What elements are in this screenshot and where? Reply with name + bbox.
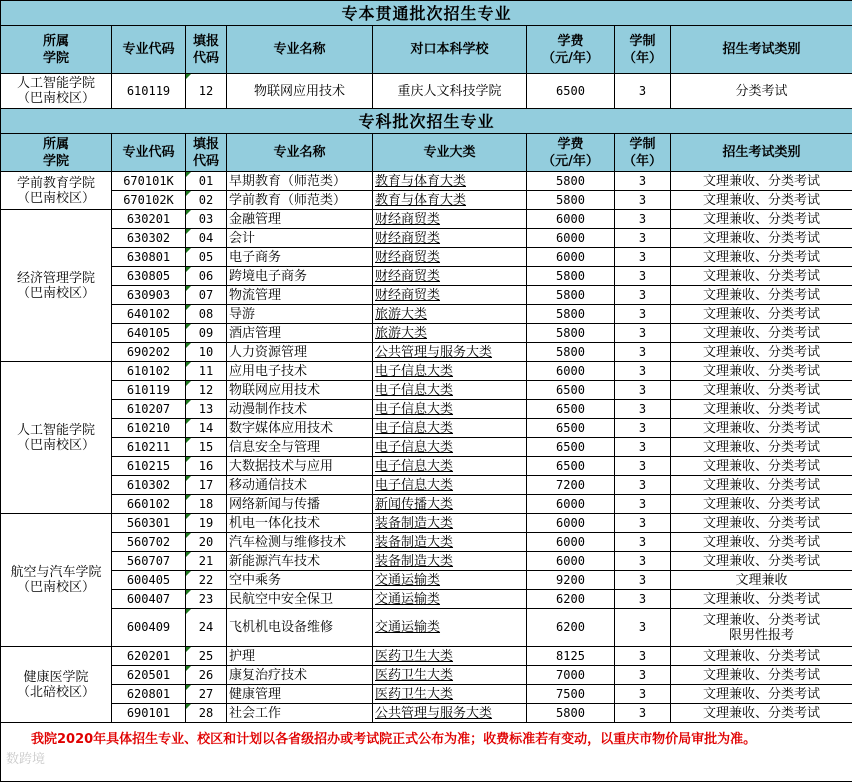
code-cell: 630903 — [112, 286, 186, 305]
fee-cell: 5800 — [527, 172, 615, 191]
table-row — [1, 229, 852, 248]
table-row — [1, 419, 852, 438]
fee-cell: 5800 — [527, 191, 615, 210]
fill-code-cell: 01 — [186, 172, 227, 191]
code-cell: 620201 — [112, 647, 186, 666]
school-cell: 重庆人文科技学院 — [373, 74, 527, 109]
name-cell: 护理 — [227, 647, 373, 666]
table-row — [1, 286, 852, 305]
fee-cell: 7500 — [527, 685, 615, 704]
category-cell: 医药卫生大类 — [373, 685, 527, 704]
fill-code-cell: 10 — [186, 343, 227, 362]
fill-code-cell: 25 — [186, 647, 227, 666]
category-cell: 电子信息大类 — [373, 362, 527, 381]
college-cell: 学前教育学院 （巴南校区） — [1, 172, 112, 210]
header-exam: 招生考试类别 — [671, 26, 852, 74]
code-cell: 600405 — [112, 571, 186, 590]
category-cell: 装备制造大类 — [373, 552, 527, 571]
years-cell: 3 — [615, 590, 671, 609]
years-cell: 3 — [615, 552, 671, 571]
years-cell: 3 — [615, 685, 671, 704]
years-cell: 3 — [615, 419, 671, 438]
exam-cell: 文理兼收、分类考试 — [671, 286, 852, 305]
years-cell: 3 — [615, 305, 671, 324]
code-cell: 620801 — [112, 685, 186, 704]
name-cell: 健康管理 — [227, 685, 373, 704]
fill-code-cell: 22 — [186, 571, 227, 590]
code-cell: 610119 — [112, 74, 186, 109]
section2-title: 专科批次招生专业 — [1, 109, 852, 134]
fee-cell: 6200 — [527, 590, 615, 609]
header-code: 专业代码 — [112, 26, 186, 74]
category-cell: 公共管理与服务大类 — [373, 343, 527, 362]
code-cell: 610302 — [112, 476, 186, 495]
code-cell: 630805 — [112, 267, 186, 286]
fee-cell: 6000 — [527, 248, 615, 267]
table-row — [1, 457, 852, 476]
table-row — [1, 267, 852, 286]
code-cell: 640105 — [112, 324, 186, 343]
table-row — [1, 343, 852, 362]
exam-cell: 文理兼收、分类考试 — [671, 381, 852, 400]
header-name: 专业名称 — [227, 134, 373, 172]
code-cell: 560707 — [112, 552, 186, 571]
years-cell: 3 — [615, 324, 671, 343]
exam-cell: 文理兼收 — [671, 571, 852, 590]
fee-cell: 5800 — [527, 704, 615, 723]
exam-cell: 文理兼收、分类考试 — [671, 476, 852, 495]
category-cell: 新闻传播大类 — [373, 495, 527, 514]
category-cell: 交通运输类 — [373, 590, 527, 609]
college-cell: 健康医学院 （北碚校区） — [1, 647, 112, 723]
code-cell: 690101 — [112, 704, 186, 723]
fill-code-cell: 14 — [186, 419, 227, 438]
table-row — [1, 533, 852, 552]
code-cell: 670102K — [112, 191, 186, 210]
header-years: 学制 （年） — [615, 134, 671, 172]
years-cell: 3 — [615, 495, 671, 514]
category-cell: 旅游大类 — [373, 305, 527, 324]
fee-cell: 6500 — [527, 419, 615, 438]
years-cell: 3 — [615, 647, 671, 666]
fill-code-cell: 09 — [186, 324, 227, 343]
code-cell: 660102 — [112, 495, 186, 514]
header-fee: 学费 （元/年） — [527, 134, 615, 172]
code-cell: 560301 — [112, 514, 186, 533]
exam-cell: 文理兼收、分类考试 — [671, 495, 852, 514]
code-cell: 610215 — [112, 457, 186, 476]
name-cell: 信息安全与管理 — [227, 438, 373, 457]
exam-cell: 文理兼收、分类考试 — [671, 552, 852, 571]
name-cell: 动漫制作技术 — [227, 400, 373, 419]
exam-cell: 文理兼收、分类考试 — [671, 267, 852, 286]
exam-cell: 文理兼收、分类考试 — [671, 514, 852, 533]
table-row — [1, 666, 852, 685]
category-cell: 电子信息大类 — [373, 381, 527, 400]
fee-cell: 6500 — [527, 74, 615, 109]
fee-cell: 6500 — [527, 438, 615, 457]
fee-cell: 5800 — [527, 267, 615, 286]
header-fee: 学费 （元/年） — [527, 26, 615, 74]
name-cell: 新能源汽车技术 — [227, 552, 373, 571]
footnote: 我院2020年具体招生专业、校区和计划以各省级招办或考试院正式公布为准；收费标准若有变动，以重庆市物价局审批为准。 — [1, 723, 852, 782]
fill-code-cell: 15 — [186, 438, 227, 457]
name-cell: 民航空中安全保卫 — [227, 590, 373, 609]
fill-code-cell: 12 — [186, 381, 227, 400]
table-row — [1, 495, 852, 514]
code-cell: 610207 — [112, 400, 186, 419]
years-cell: 3 — [615, 704, 671, 723]
category-cell: 财经商贸类 — [373, 229, 527, 248]
code-cell: 600407 — [112, 590, 186, 609]
name-cell: 康复治疗技术 — [227, 666, 373, 685]
fee-cell: 6000 — [527, 229, 615, 248]
table-row — [1, 438, 852, 457]
table-row — [1, 248, 852, 267]
category-cell: 财经商贸类 — [373, 210, 527, 229]
category-cell: 财经商贸类 — [373, 286, 527, 305]
header-years: 学制 （年） — [615, 26, 671, 74]
years-cell: 3 — [615, 286, 671, 305]
years-cell: 3 — [615, 362, 671, 381]
exam-cell: 文理兼收、分类考试 — [671, 704, 852, 723]
years-cell: 3 — [615, 229, 671, 248]
code-cell: 610210 — [112, 419, 186, 438]
table-row — [1, 381, 852, 400]
fill-code-cell: 08 — [186, 305, 227, 324]
category-cell: 交通运输类 — [373, 609, 527, 647]
fee-cell: 6500 — [527, 381, 615, 400]
code-cell: 610119 — [112, 381, 186, 400]
fill-code-cell: 26 — [186, 666, 227, 685]
name-cell: 机电一体化技术 — [227, 514, 373, 533]
category-cell: 电子信息大类 — [373, 457, 527, 476]
exam-cell: 文理兼收、分类考试 限男性报考 — [671, 609, 852, 647]
name-cell: 早期教育（师范类） — [227, 172, 373, 191]
name-cell: 金融管理 — [227, 210, 373, 229]
table-row — [1, 647, 852, 666]
name-cell: 跨境电子商务 — [227, 267, 373, 286]
name-cell: 物流管理 — [227, 286, 373, 305]
fee-cell: 6200 — [527, 609, 615, 647]
table-row — [1, 74, 852, 109]
category-cell: 电子信息大类 — [373, 476, 527, 495]
years-cell: 3 — [615, 172, 671, 191]
code-cell: 690202 — [112, 343, 186, 362]
table-row — [1, 400, 852, 419]
fee-cell: 6000 — [527, 495, 615, 514]
category-cell: 财经商贸类 — [373, 267, 527, 286]
name-cell: 物联网应用技术 — [227, 381, 373, 400]
fill-code-cell: 05 — [186, 248, 227, 267]
exam-cell: 文理兼收、分类考试 — [671, 229, 852, 248]
table-row — [1, 210, 852, 229]
fill-code-cell: 17 — [186, 476, 227, 495]
name-cell: 汽车检测与维修技术 — [227, 533, 373, 552]
name-cell: 飞机机电设备维修 — [227, 609, 373, 647]
name-cell: 移动通信技术 — [227, 476, 373, 495]
years-cell: 3 — [615, 514, 671, 533]
category-cell: 医药卫生大类 — [373, 647, 527, 666]
fee-cell: 6000 — [527, 514, 615, 533]
exam-cell: 文理兼收、分类考试 — [671, 305, 852, 324]
code-cell: 630201 — [112, 210, 186, 229]
header-name: 专业名称 — [227, 26, 373, 74]
exam-cell: 文理兼收、分类考试 — [671, 343, 852, 362]
name-cell: 导游 — [227, 305, 373, 324]
code-cell: 670101K — [112, 172, 186, 191]
years-cell: 3 — [615, 438, 671, 457]
exam-cell: 文理兼收、分类考试 — [671, 400, 852, 419]
exam-cell: 文理兼收、分类考试 — [671, 457, 852, 476]
fee-cell: 6500 — [527, 400, 615, 419]
name-cell: 电子商务 — [227, 248, 373, 267]
exam-cell: 文理兼收、分类考试 — [671, 248, 852, 267]
fill-code-cell: 12 — [186, 74, 227, 109]
fee-cell: 7200 — [527, 476, 615, 495]
code-cell: 610211 — [112, 438, 186, 457]
fee-cell: 5800 — [527, 305, 615, 324]
fee-cell: 5800 — [527, 286, 615, 305]
category-cell: 财经商贸类 — [373, 248, 527, 267]
college-cell: 航空与汽车学院 （巴南校区） — [1, 514, 112, 647]
years-cell: 3 — [615, 457, 671, 476]
years-cell: 3 — [615, 191, 671, 210]
fill-code-cell: 03 — [186, 210, 227, 229]
header-category: 专业大类 — [373, 134, 527, 172]
fill-code-cell: 07 — [186, 286, 227, 305]
fee-cell: 6000 — [527, 362, 615, 381]
fill-code-cell: 18 — [186, 495, 227, 514]
fill-code-cell: 06 — [186, 267, 227, 286]
table-row — [1, 685, 852, 704]
table-row — [1, 476, 852, 495]
exam-cell: 文理兼收、分类考试 — [671, 685, 852, 704]
category-cell: 旅游大类 — [373, 324, 527, 343]
fee-cell: 5800 — [527, 343, 615, 362]
fee-cell: 5800 — [527, 324, 615, 343]
fill-code-cell: 27 — [186, 685, 227, 704]
fee-cell: 6500 — [527, 457, 615, 476]
code-cell: 640102 — [112, 305, 186, 324]
years-cell: 3 — [615, 533, 671, 552]
years-cell: 3 — [615, 400, 671, 419]
code-cell: 630302 — [112, 229, 186, 248]
years-cell: 3 — [615, 476, 671, 495]
table-row — [1, 609, 852, 647]
exam-cell: 文理兼收、分类考试 — [671, 419, 852, 438]
years-cell: 3 — [615, 210, 671, 229]
name-cell: 社会工作 — [227, 704, 373, 723]
exam-cell: 文理兼收、分类考试 — [671, 210, 852, 229]
college-cell: 人工智能学院 （巴南校区） — [1, 74, 112, 109]
category-cell: 公共管理与服务大类 — [373, 704, 527, 723]
header-school: 对口本科学校 — [373, 26, 527, 74]
table-row — [1, 571, 852, 590]
exam-cell: 文理兼收、分类考试 — [671, 666, 852, 685]
name-cell: 应用电子技术 — [227, 362, 373, 381]
college-cell: 人工智能学院 （巴南校区） — [1, 362, 112, 514]
years-cell: 3 — [615, 609, 671, 647]
category-cell: 电子信息大类 — [373, 400, 527, 419]
fee-cell: 7000 — [527, 666, 615, 685]
years-cell: 3 — [615, 571, 671, 590]
table-row — [1, 191, 852, 210]
table-row — [1, 704, 852, 723]
fee-cell: 6000 — [527, 533, 615, 552]
category-cell: 教育与体育大类 — [373, 191, 527, 210]
years-cell: 3 — [615, 381, 671, 400]
name-cell: 网络新闻与传播 — [227, 495, 373, 514]
name-cell: 学前教育（师范类） — [227, 191, 373, 210]
exam-cell: 文理兼收、分类考试 — [671, 590, 852, 609]
table-row — [1, 172, 852, 191]
name-cell: 人力资源管理 — [227, 343, 373, 362]
fill-code-cell: 24 — [186, 609, 227, 647]
header-college: 所属 学院 — [1, 26, 112, 74]
name-cell: 酒店管理 — [227, 324, 373, 343]
table-row — [1, 514, 852, 533]
exam-cell: 文理兼收、分类考试 — [671, 324, 852, 343]
code-cell: 600409 — [112, 609, 186, 647]
watermark: 数跨境 — [6, 748, 45, 767]
category-cell: 交通运输类 — [373, 571, 527, 590]
fill-code-cell: 28 — [186, 704, 227, 723]
exam-cell: 分类考试 — [671, 74, 852, 109]
college-cell: 经济管理学院 （巴南校区） — [1, 210, 112, 362]
years-cell: 3 — [615, 267, 671, 286]
category-cell: 医药卫生大类 — [373, 666, 527, 685]
category-cell: 装备制造大类 — [373, 533, 527, 552]
code-cell: 620501 — [112, 666, 186, 685]
exam-cell: 文理兼收、分类考试 — [671, 533, 852, 552]
name-cell: 物联网应用技术 — [227, 74, 373, 109]
header-college: 所属 学院 — [1, 134, 112, 172]
category-cell: 装备制造大类 — [373, 514, 527, 533]
header-code: 专业代码 — [112, 134, 186, 172]
exam-cell: 文理兼收、分类考试 — [671, 362, 852, 381]
fill-code-cell: 16 — [186, 457, 227, 476]
years-cell: 3 — [615, 248, 671, 267]
category-cell: 电子信息大类 — [373, 438, 527, 457]
years-cell: 3 — [615, 74, 671, 109]
fee-cell: 6000 — [527, 210, 615, 229]
fill-code-cell: 20 — [186, 533, 227, 552]
name-cell: 空中乘务 — [227, 571, 373, 590]
code-cell: 630801 — [112, 248, 186, 267]
fill-code-cell: 13 — [186, 400, 227, 419]
years-cell: 3 — [615, 666, 671, 685]
fee-cell: 8125 — [527, 647, 615, 666]
exam-cell: 文理兼收、分类考试 — [671, 647, 852, 666]
fill-code-cell: 02 — [186, 191, 227, 210]
header-exam: 招生考试类别 — [671, 134, 852, 172]
name-cell: 会计 — [227, 229, 373, 248]
table-row — [1, 590, 852, 609]
category-cell: 电子信息大类 — [373, 419, 527, 438]
table-row — [1, 552, 852, 571]
fill-code-cell: 11 — [186, 362, 227, 381]
code-cell: 610102 — [112, 362, 186, 381]
exam-cell: 文理兼收、分类考试 — [671, 191, 852, 210]
exam-cell: 文理兼收、分类考试 — [671, 172, 852, 191]
code-cell: 560702 — [112, 533, 186, 552]
fee-cell: 9200 — [527, 571, 615, 590]
exam-cell: 文理兼收、分类考试 — [671, 438, 852, 457]
header-fill-code: 填报 代码 — [186, 134, 227, 172]
years-cell: 3 — [615, 343, 671, 362]
fee-cell: 6000 — [527, 552, 615, 571]
name-cell: 数字媒体应用技术 — [227, 419, 373, 438]
fill-code-cell: 21 — [186, 552, 227, 571]
fill-code-cell: 19 — [186, 514, 227, 533]
fill-code-cell: 23 — [186, 590, 227, 609]
table-row — [1, 305, 852, 324]
header-fill-code: 填报 代码 — [186, 26, 227, 74]
section1-title: 专本贯通批次招生专业 — [1, 1, 852, 26]
table-row — [1, 362, 852, 381]
fill-code-cell: 04 — [186, 229, 227, 248]
name-cell: 大数据技术与应用 — [227, 457, 373, 476]
table-row — [1, 324, 852, 343]
category-cell: 教育与体育大类 — [373, 172, 527, 191]
